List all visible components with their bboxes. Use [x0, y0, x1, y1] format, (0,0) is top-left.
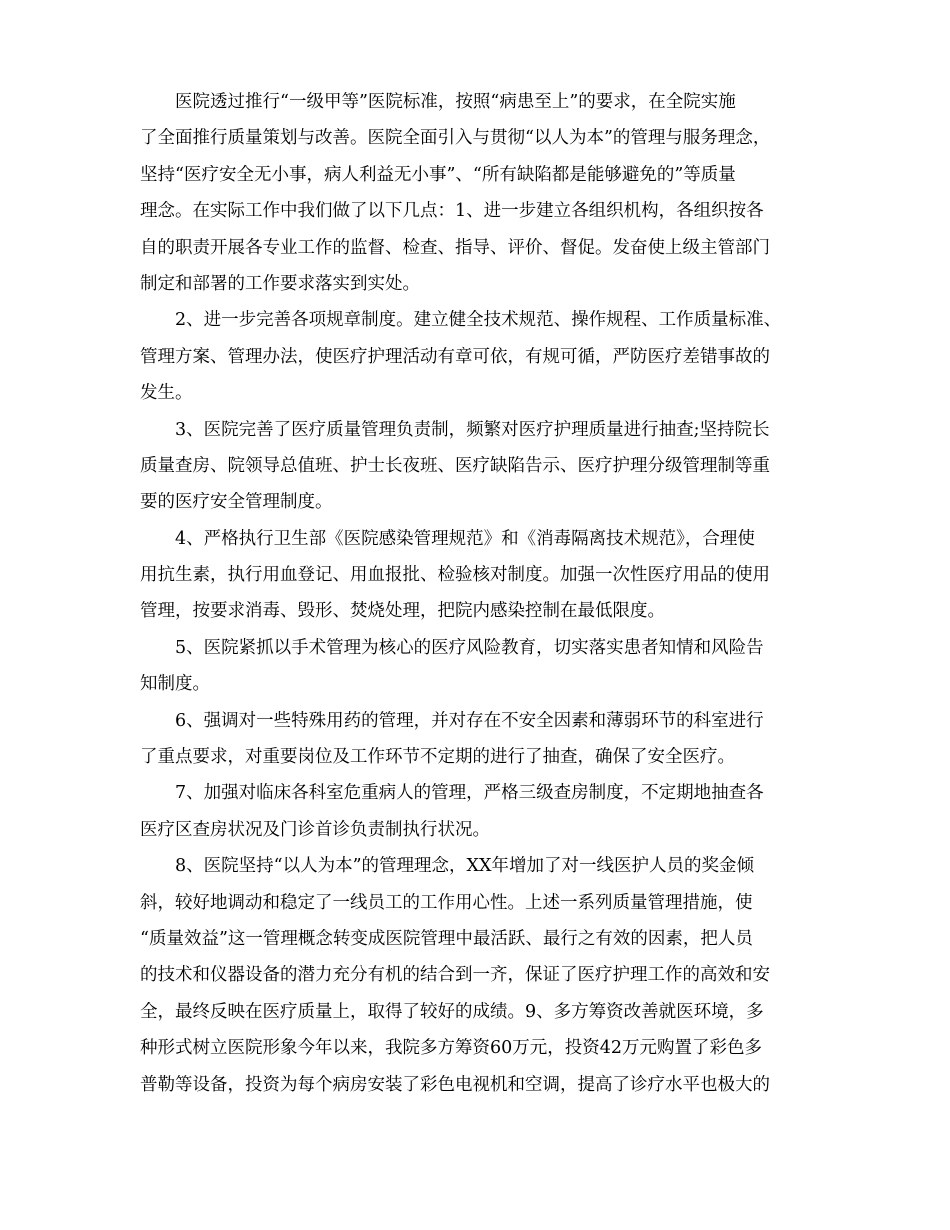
- text-line: 自的职责开展各专业工作的监督、检查、指导、评价、督促。发奋使上级主管部门: [140, 237, 770, 258]
- text-line: 知制度。: [140, 674, 210, 695]
- text-line: 全，最终反映在医疗质量上，取得了较好的成绩。9、多方筹资改善就医环境，多: [140, 1001, 764, 1022]
- text-line: 医疗区查房状况及门诊首诊负责制执行状况。: [140, 819, 490, 840]
- text-line: 坚持“医疗安全无小事，病人利益无小事”、“所有缺陷都是能够避免的”等质量: [140, 164, 736, 185]
- text-line: 管理，按要求消毒、毁形、焚烧处理，把院内感染控制在最低限度。: [140, 601, 665, 622]
- text-line: 医院透过推行“一级甲等”医院标准，按照“病患至上”的要求，在全院实施: [175, 92, 736, 112]
- text-line: 管理方案、管理办法，使医疗护理活动有章可依，有规可循，严防医疗差错事故的: [140, 346, 770, 367]
- text-line: 普勒等设备，投资为每个病房安装了彩色电视机和空调，提高了诊疗水平也极大的: [140, 1074, 770, 1095]
- text-line: 质量查房、院领导总值班、护士长夜班、医疗缺陷告示、医疗护理分级管理制等重: [140, 455, 770, 476]
- text-line: 8、医院坚持“以人为本”的管理理念，XX年增加了对一线医护人员的奖金倾: [175, 856, 754, 877]
- document-body: [140, 84, 820, 1103]
- text-line: 理念。在实际工作中我们做了以下几点：1、进一步建立各组织机构，各组织按各: [140, 201, 764, 222]
- text-line: 2、进一步完善各项规章制度。建立健全技术规范、操作规程、工作质量标准、: [175, 310, 782, 331]
- text-line: 斜，较好地调动和稳定了一线员工的工作用心性。上述一系列质量管理措施，使: [140, 892, 753, 913]
- text-line: 要的医疗安全管理制度。: [140, 492, 333, 513]
- text-line: 6、强调对一些特殊用药的管理，并对存在不安全因素和薄弱环节的科室进行: [175, 710, 764, 731]
- text-line: 3、医院完善了医疗质量管理负责制，频繁对医疗护理质量进行抽查;坚持院长: [175, 419, 770, 440]
- text-line: 种形式树立医院形象今年以来，我院多方筹资60万元，投资42万元购置了彩色多: [140, 1038, 763, 1059]
- text-line: 5、医院紧抓以手术管理为核心的医疗风险教育，切实落实患者知情和风险告: [175, 637, 764, 658]
- text-line: 了重点要求，对重要岗位及工作环节不定期的进行了抽查，确保了安全医疗。: [140, 747, 735, 768]
- text-line: 4、严格执行卫生部《医院感染管理规范》和《消毒隔离技术规范》，合理使: [175, 528, 755, 549]
- text-line: 发生。: [140, 383, 193, 404]
- text-line: “质量效益”这一管理概念转变成医院管理中最活跃、最行之有效的因素，把人员: [140, 928, 753, 949]
- text-line: 的技术和仪器设备的潜力充分有机的结合到一齐，保证了医疗护理工作的高效和安: [140, 965, 770, 986]
- text-line: 7、加强对临床各科室危重病人的管理，严格三级查房制度，不定期地抽查各: [175, 783, 764, 804]
- text-line: 用抗生素，执行用血登记、用血报批、检验核对制度。加强一次性医疗用品的使用: [140, 565, 770, 586]
- text-line: 制定和部署的工作要求落实到实处。: [140, 273, 420, 294]
- text-line: 了全面推行质量策划与改善。医院全面引入与贯彻“以人为本”的管理与服务理念，: [140, 128, 771, 149]
